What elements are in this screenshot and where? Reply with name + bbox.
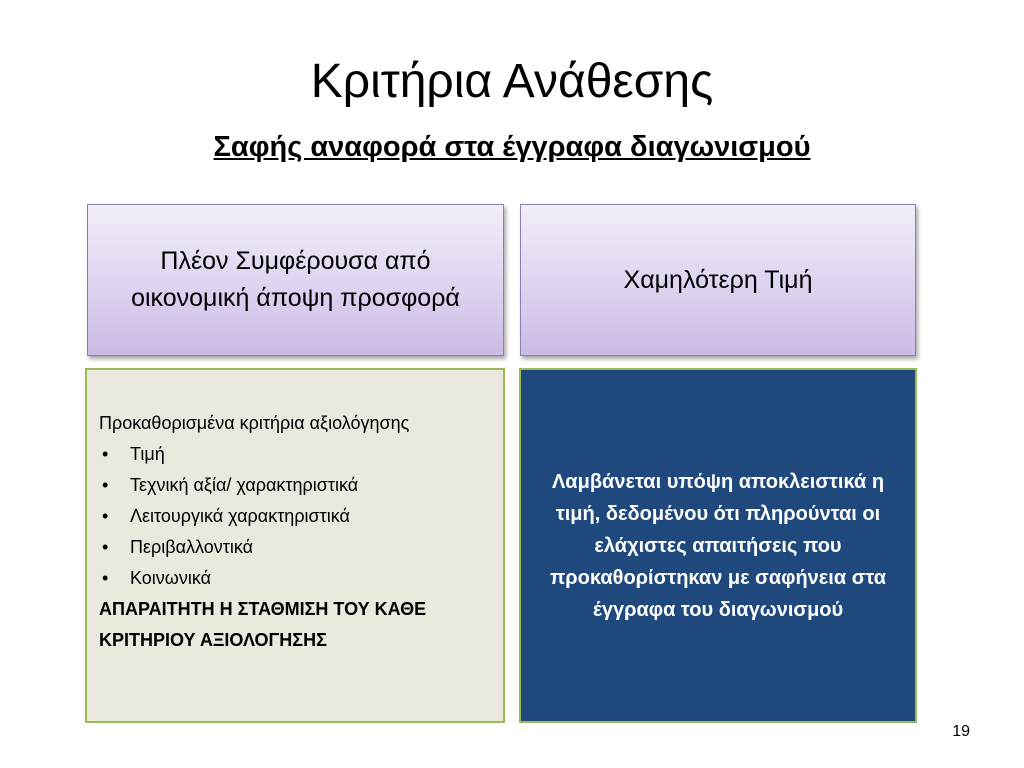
bullet-icon: • [102,537,109,557]
most-economically-advantageous-header [87,204,504,356]
page-number: 19 [952,723,970,740]
bullet-icon: • [102,444,109,464]
criteria-list-item [99,439,491,470]
criteria-list-item [99,501,491,532]
criteria-list-item [99,532,491,563]
criteria-item-label: Τιμή [130,444,165,464]
lowest-price-description-box [519,368,917,723]
most-economically-advantageous-label: Πλέον Συμφέρουσα από οικονομική άποψη προσφορά [131,247,460,312]
criteria-list [99,439,491,594]
bullet-icon: • [102,506,109,526]
bullet-icon: • [102,568,109,588]
criteria-item-label: Τεχνική αξία/ χαρακτηριστικά [130,475,359,495]
slide-title: Κριτήρια Ανάθεσης [310,55,714,108]
lowest-price-description-text: Λαμβάνεται υπόψη αποκλειστικά η τιμή, δεδομένου ότι πληρούνται οι ελάχιστες απαιτήσεις που προκαθορίστηκαν με σαφήνεια στα έγγραφα του διαγωνισμού [549,470,887,621]
criteria-list-item [99,470,491,501]
criteria-list-item [99,563,491,594]
lowest-price-label: Χαμηλότερη Τιμή [623,265,813,294]
criteria-item-label: Λειτουργικά χαρακτηριστικά [130,506,350,526]
criteria-item-label: Περιβαλλοντικά [130,537,254,557]
weighting-requirement-text: ΑΠΑΡΑΙΤΗΤΗ Η ΣΤΑΘΜΙΣΗ ΤΟΥ ΚΑΘΕ ΚΡΙΤΗΡΙΟΥ ΑΞΙΟΛΟΓΗΣΗΣ [99,599,427,650]
criteria-intro-text: Προκαθορισμένα κριτήρια αξιολόγησης [99,413,410,433]
criteria-item-label: Κοινωνικά [130,568,212,588]
bullet-icon: • [102,475,109,495]
lowest-price-header [520,204,916,356]
slide-subtitle: Σαφής αναφορά στα έγγραφα διαγωνισμού [213,131,811,163]
evaluation-criteria-box [85,368,505,723]
